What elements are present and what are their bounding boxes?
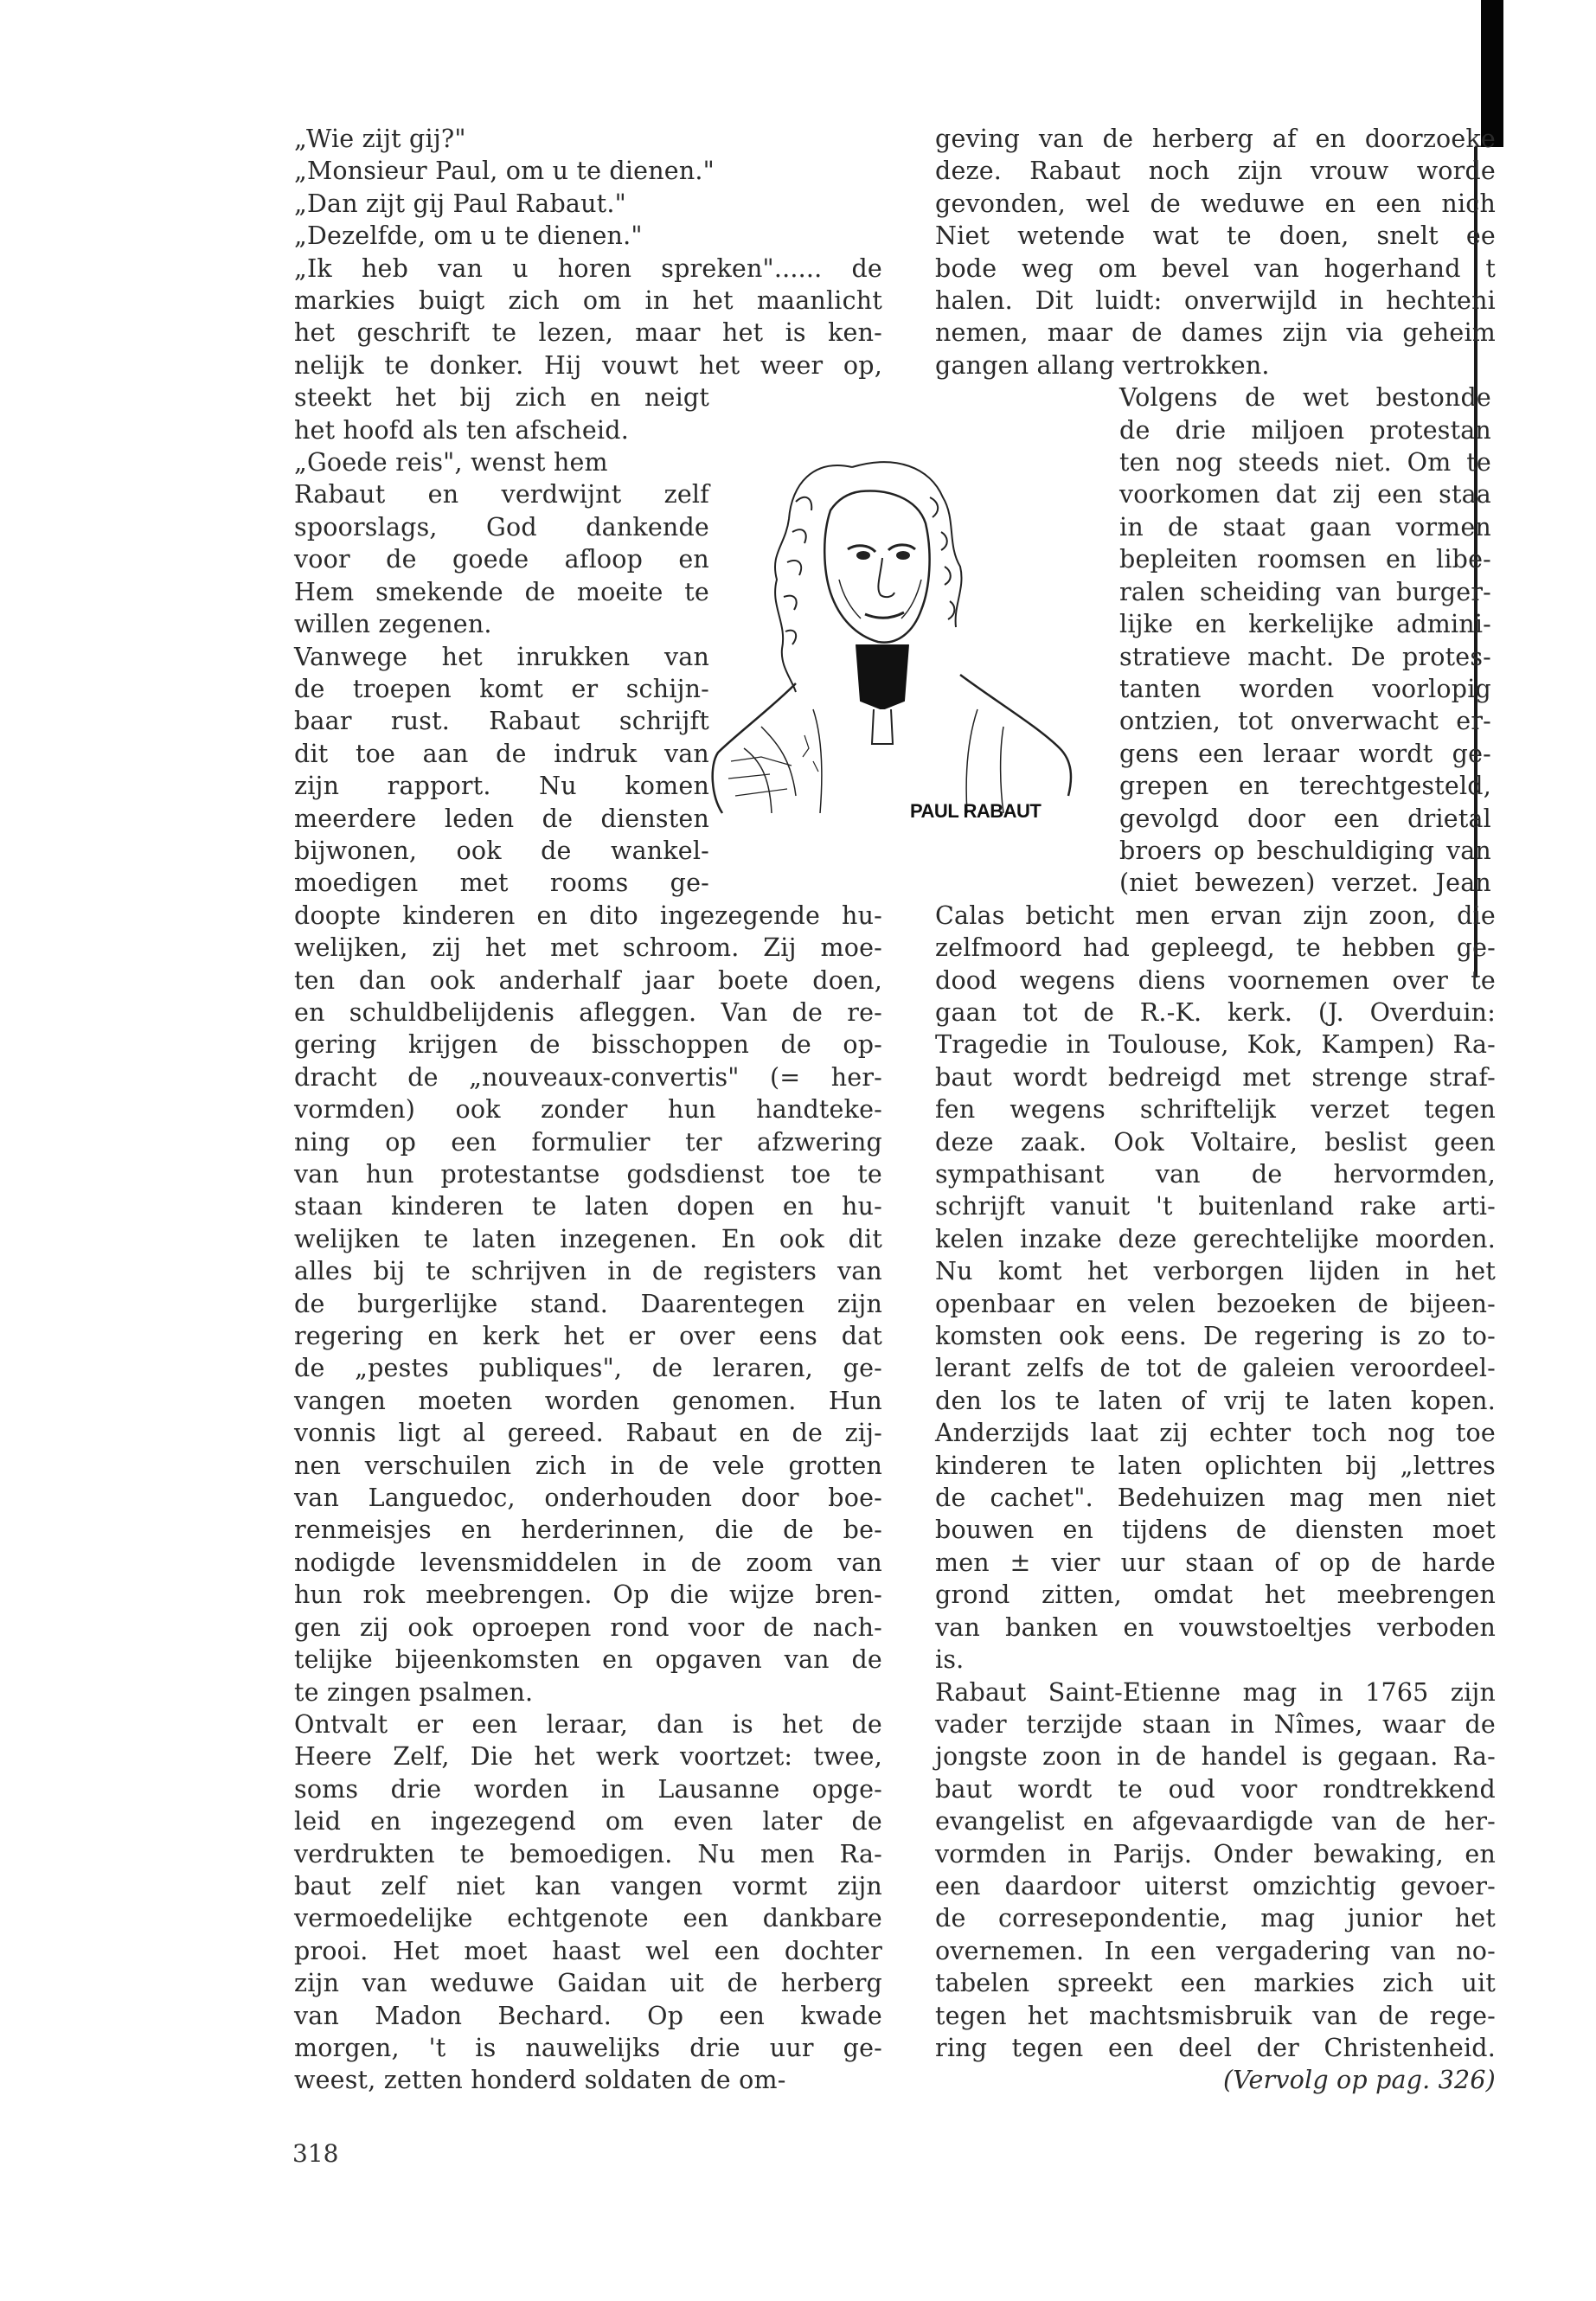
text-line: meerdere leden de diensten xyxy=(294,804,709,833)
text-line: tabelen spreekt een markies zich uit xyxy=(935,1969,1496,1998)
text-line: ontzien, tot onverwacht er- xyxy=(1119,707,1491,736)
text-line: Niet wetende wat te doen, snelt ee xyxy=(935,221,1496,251)
text-line: Calas beticht men ervan zijn zoon, die xyxy=(935,901,1496,930)
text-line: lerant zelfs de tot de galeien veroordeel- xyxy=(935,1354,1496,1383)
text-line: de burgerlijke stand. Daarentegen zijn xyxy=(294,1289,882,1318)
text-line: gens een leraar wordt ge- xyxy=(1119,739,1491,768)
text-line: Heere Zelf, Die het werk voortzet: twee, xyxy=(294,1742,882,1772)
text-line: nodigde levensmiddelen in de zoom van xyxy=(294,1548,882,1577)
text-line: gaan tot de R.-K. kerk. (J. Overduin: xyxy=(935,997,1496,1027)
text-line: „Goede reis", wenst hem xyxy=(294,448,608,478)
text-line: baut zelf niet kan vangen vormt zijn xyxy=(294,1871,882,1900)
text-line: broers op beschuldiging van xyxy=(1119,836,1491,865)
left-column xyxy=(294,123,882,2097)
text-line: jongste zoon in de handel is gegaan. Ra- xyxy=(935,1742,1496,1772)
text-line: de corresepondentie, mag junior het xyxy=(935,1904,1496,1933)
text-line: grond zitten, omdat het meebrengen xyxy=(935,1580,1496,1610)
text-line: van hun protestantse godsdienst toe te xyxy=(294,1160,882,1189)
text-line: vonnis ligt al gereed. Rabaut en de zij- xyxy=(294,1419,882,1448)
text-line: gangen allang vertrokken. xyxy=(935,350,1270,380)
text-line: willen zegenen. xyxy=(294,610,492,639)
text-line: markies buigt zich om in het maanlicht xyxy=(294,286,882,316)
text-line: tanten worden voorlopig xyxy=(1119,674,1491,703)
text-line: steekt het bij zich en neigt xyxy=(294,383,709,413)
text-line: Ontvalt er een leraar, dan is het de xyxy=(294,1709,882,1739)
text-line: moedigen met rooms ge- xyxy=(294,868,709,898)
text-line: leid en ingezegend om even later de xyxy=(294,1807,882,1836)
text-line: de „pestes publiques", de leraren, ge- xyxy=(294,1354,882,1383)
text-line: spoorslags, God dankende xyxy=(294,512,709,542)
text-line: prooi. Het moet haast wel een dochter xyxy=(294,1936,882,1965)
text-line: openbaar en velen bezoeken de bijeen- xyxy=(935,1289,1496,1318)
text-line: zijn rapport. Nu komen xyxy=(294,772,709,801)
text-line: „Dezelfde, om u te dienen." xyxy=(294,221,643,251)
text-line: halen. Dit luidt: onverwijld in hechteni xyxy=(935,286,1496,316)
text-line: schrijft vanuit 't buitenland rake arti- xyxy=(935,1192,1496,1221)
text-line: deze. Rabaut noch zijn vrouw worde xyxy=(935,157,1496,186)
text-line: ning op een formulier ter afzwering xyxy=(294,1127,882,1157)
text-line: vormden in Parijs. Onder bewaking, en xyxy=(935,1839,1496,1868)
text-line: het hoofd als ten afscheid. xyxy=(294,415,629,445)
text-line: nemen, maar de dames zijn via geheim xyxy=(935,318,1496,348)
text-line: verdrukten te bemoedigen. Nu men Ra- xyxy=(294,1839,882,1868)
text-line: vader terzijde staan in Nîmes, waar de xyxy=(935,1709,1496,1739)
text-line: morgen, 't is nauwelijks drie uur ge- xyxy=(294,2033,882,2062)
text-line: van Madon Bechard. Op een kwade xyxy=(294,2001,882,2030)
text-line: de cachet". Bedehuizen mag men niet xyxy=(935,1484,1496,1513)
text-line: Anderzijds laat zij echter toch nog toe xyxy=(935,1419,1496,1448)
text-line: bepleiten roomsen en libe- xyxy=(1119,545,1491,574)
text-line: komsten ook eens. De regering is zo to- xyxy=(935,1322,1496,1351)
text-line: bijwonen, ook de wankel- xyxy=(294,836,709,865)
text-line: vangen moeten worden genomen. Hun xyxy=(294,1386,882,1415)
text-line: het geschrift te lezen, maar het is ken- xyxy=(294,318,882,348)
text-line: ralen scheiding van burger- xyxy=(1119,577,1491,606)
text-line: nen verschuilen zich in de vele grotten xyxy=(294,1451,882,1480)
text-line: ten nog steeds niet. Om te xyxy=(1119,448,1491,478)
text-line: tegen het machtsmisbruik van de rege- xyxy=(935,2001,1496,2030)
text-line: gering krijgen de bisschoppen de op- xyxy=(294,1030,882,1060)
text-line: sympathisant van de hervormden, xyxy=(935,1160,1496,1189)
text-line: en schuldbelijdenis afleggen. Van de re- xyxy=(294,997,882,1027)
text-line: regering en kerk het er over eens dat xyxy=(294,1322,882,1351)
text-line: doopte kinderen en dito ingezegende hu- xyxy=(294,901,882,930)
text-line: van banken en vouwstoeltjes verboden xyxy=(935,1612,1496,1642)
text-line: deze zaak. Ook Voltaire, beslist geen xyxy=(935,1127,1496,1157)
text-line: men ± vier uur staan of op de harde xyxy=(935,1548,1496,1577)
text-line: de troepen komt er schijn- xyxy=(294,674,709,703)
text-line: voorkomen dat zij een staa xyxy=(1119,480,1491,510)
text-line: Tragedie in Toulouse, Kok, Kampen) Ra- xyxy=(935,1030,1496,1060)
text-line: is. xyxy=(935,1645,965,1675)
right-column xyxy=(935,123,1496,2097)
text-line: de drie miljoen protestan xyxy=(1119,415,1491,445)
text-line: Vanwege het inrukken van xyxy=(294,642,709,671)
text-line: ten dan ook anderhalf jaar boete doen, xyxy=(294,965,882,995)
portrait-illustration xyxy=(709,450,1081,830)
portrait-caption: PAUL RABAUT xyxy=(910,800,1042,822)
text-line: geving van de herberg af en doorzoeke xyxy=(935,125,1496,153)
text-line: te zingen psalmen. xyxy=(294,1677,534,1707)
text-line: Nu komt het verborgen lijden in het xyxy=(935,1257,1496,1286)
text-line: „Monsieur Paul, om u te dienen." xyxy=(294,157,715,186)
text-line: (Vervolg op pag. 326) xyxy=(1222,2066,1496,2095)
text-line: „Dan zijt gij Paul Rabaut." xyxy=(294,189,626,218)
text-line: „Ik heb van u horen spreken"...... de xyxy=(294,253,882,283)
text-line: overnemen. In een vergadering van no- xyxy=(935,1936,1496,1965)
text-line: baut wordt bedreigd met strenge straf- xyxy=(935,1062,1496,1092)
text-line: den los te laten of vrij te laten kopen. xyxy=(935,1386,1496,1415)
text-line: van Languedoc, onderhouden door boe- xyxy=(294,1484,882,1513)
text-line: vermoedelijke echtgenote een dankbare xyxy=(294,1904,882,1933)
text-line: ring tegen een deel der Christenheid. xyxy=(935,2033,1496,2062)
text-line: kinderen te laten oplichten bij „lettres xyxy=(935,1451,1496,1480)
text-line: zijn van weduwe Gaidan uit de herberg xyxy=(294,1969,882,1998)
text-line: gevonden, wel de weduwe en een nich xyxy=(935,189,1496,218)
text-line: gevolgd door een drietal xyxy=(1119,804,1491,833)
text-line: „Wie zijt gij?" xyxy=(294,125,466,153)
text-line: baut wordt te oud voor rondtrekkend xyxy=(935,1774,1496,1804)
text-line: kelen inzake deze gerechtelijke moorden. xyxy=(935,1224,1496,1253)
text-line: Volgens de wet bestonde xyxy=(1119,383,1491,413)
text-line: in de staat gaan vormen xyxy=(1119,512,1491,542)
text-line: bode weg om bevel van hogerhand t xyxy=(935,253,1496,283)
text-line: vormden) ook zonder hun handteke- xyxy=(294,1095,882,1125)
text-line: dood wegens diens voornemen over te xyxy=(935,965,1496,995)
text-line: gen zij ook oproepen rond voor de nach- xyxy=(294,1612,882,1642)
text-line: soms drie worden in Lausanne opge- xyxy=(294,1774,882,1804)
text-line: grepen en terechtgesteld, xyxy=(1119,772,1491,801)
text-line: welijken, zij het met schroom. Zij moe- xyxy=(294,933,882,963)
text-line: fen wegens schriftelijk verzet tegen xyxy=(935,1095,1496,1125)
text-line: zelfmoord had gepleegd, te hebben ge- xyxy=(935,933,1496,963)
text-line: voor de goede afloop en xyxy=(294,545,709,574)
text-line: alles bij te schrijven in de registers van xyxy=(294,1257,882,1286)
text-line: hun rok meebrengen. Op die wijze bren- xyxy=(294,1580,882,1610)
text-line: dit toe aan de indruk van xyxy=(294,739,709,768)
text-line: nelijk te donker. Hij vouwt het weer op, xyxy=(294,350,882,380)
text-line: renmeisjes en herderinnen, die de be- xyxy=(294,1516,882,1545)
text-line: (niet bewezen) verzet. Jean xyxy=(1119,868,1491,898)
text-line: bouwen en tijdens de diensten moet xyxy=(935,1516,1496,1545)
text-line: Rabaut en verdwijnt zelf xyxy=(294,480,709,510)
text-line: Hem smekende de moeite te xyxy=(294,577,709,606)
text-line: baar rust. Rabaut schrijft xyxy=(294,707,709,736)
page-number: 318 xyxy=(292,2139,339,2168)
text-line: evangelist en afgevaardigde van de her- xyxy=(935,1807,1496,1836)
text-line: dracht de „nouveaux-convertis" (= her- xyxy=(294,1062,882,1092)
text-line: stratieve macht. De protes- xyxy=(1119,642,1491,671)
text-line: Rabaut Saint-Etienne mag in 1765 zijn xyxy=(935,1677,1496,1707)
text-line: lijke en kerkelijke admini- xyxy=(1119,610,1491,639)
text-line: welijken te laten inzegenen. En ook dit xyxy=(294,1224,882,1253)
text-line: een daardoor uiterst omzichtig gevoer- xyxy=(935,1871,1496,1900)
text-line: telijke bijeenkomsten en opgaven van de xyxy=(294,1645,882,1675)
text-line: weest, zetten honderd soldaten de om- xyxy=(294,2066,786,2095)
text-line: staan kinderen te laten dopen en hu- xyxy=(294,1192,882,1221)
